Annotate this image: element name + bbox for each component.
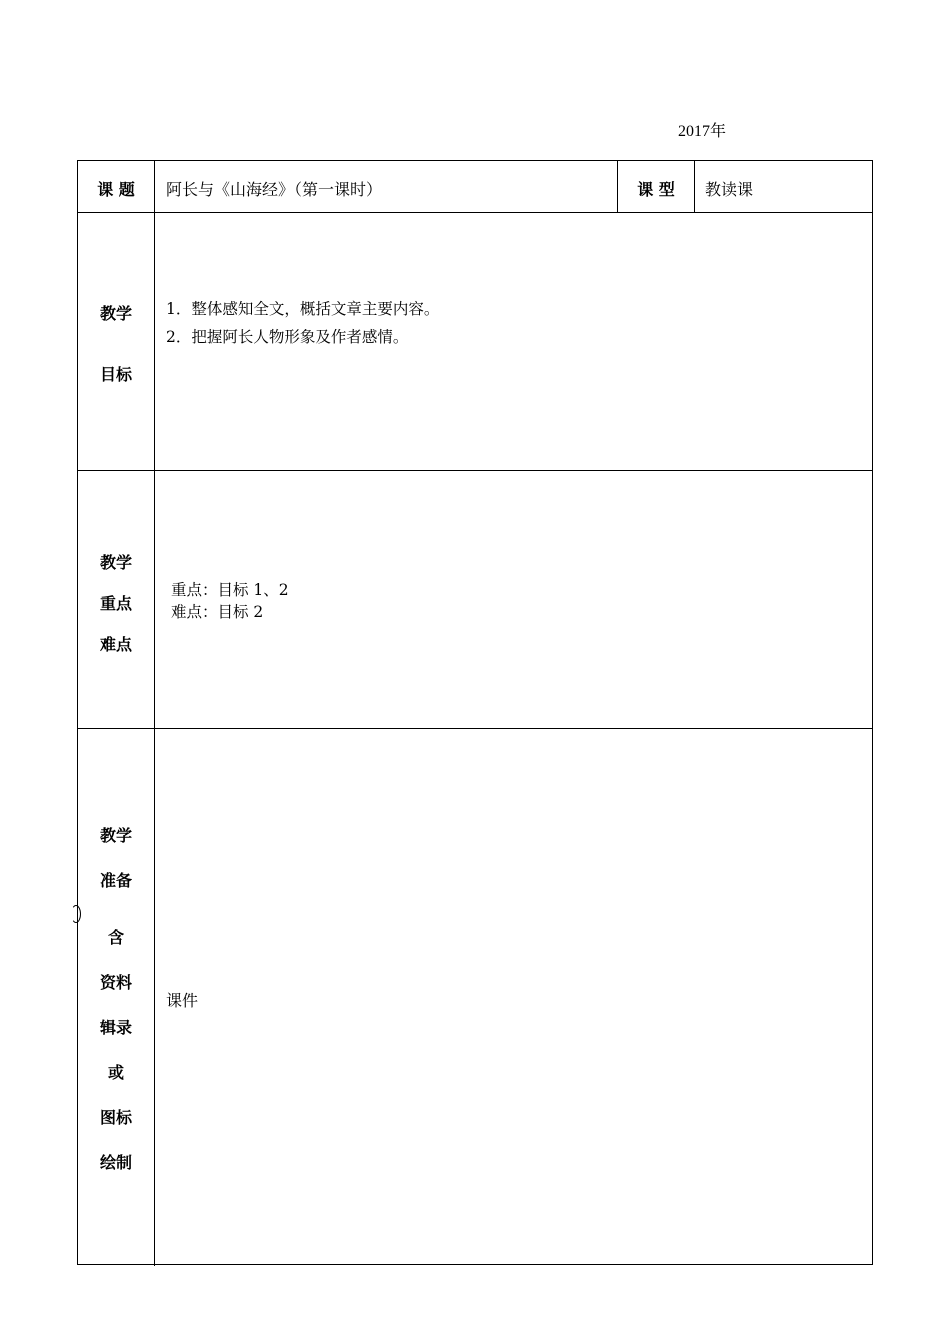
- row-divider: [78, 470, 872, 471]
- prep-label-line: 绘制: [99, 1153, 132, 1172]
- keypoints-label-line: 重点: [99, 594, 132, 613]
- topic-label: 课 题: [97, 180, 135, 199]
- keypoint-item: 重点：目标 1、2: [171, 581, 289, 599]
- keypoints-label-line: 难点: [99, 635, 132, 654]
- keypoints-label: [78, 550, 154, 655]
- type-label: 课 型: [637, 180, 675, 199]
- keypoint-item: 难点：目标 2: [171, 603, 264, 621]
- keypoints-label-line: 教学: [99, 553, 132, 572]
- prep-label-line: 图标: [99, 1108, 132, 1127]
- lesson-plan-table: [77, 160, 873, 1265]
- row-divider: [78, 728, 872, 729]
- goal-item: 2．把握阿长人物形象及作者感情。: [166, 328, 409, 346]
- year-label: 2017年: [678, 123, 727, 140]
- prep-value: 课件: [166, 991, 199, 1010]
- prep-label-line: 或: [107, 1063, 124, 1082]
- prep-label-line: 资料: [99, 973, 132, 992]
- prep-label-line: 辑录: [99, 1018, 132, 1037]
- prep-label: [78, 823, 154, 1173]
- prep-label-line: 教学: [99, 826, 132, 845]
- column-divider: [154, 161, 155, 1266]
- prep-label-line: 准备: [99, 871, 132, 890]
- column-divider: [694, 161, 695, 212]
- topic-value: 阿长与《山海经》（第一课时）: [166, 180, 383, 199]
- prep-label-line: 含: [107, 928, 124, 947]
- goals-label-line: 教学: [99, 304, 132, 323]
- goal-item: 1．整体感知全文，概括文章主要内容。: [166, 300, 440, 318]
- goals-label: [78, 301, 154, 385]
- type-value: 教读课: [705, 180, 754, 199]
- goals-label-line: 目标: [99, 365, 132, 384]
- row-divider: [78, 212, 872, 213]
- parenthesis-mark: [71, 905, 81, 923]
